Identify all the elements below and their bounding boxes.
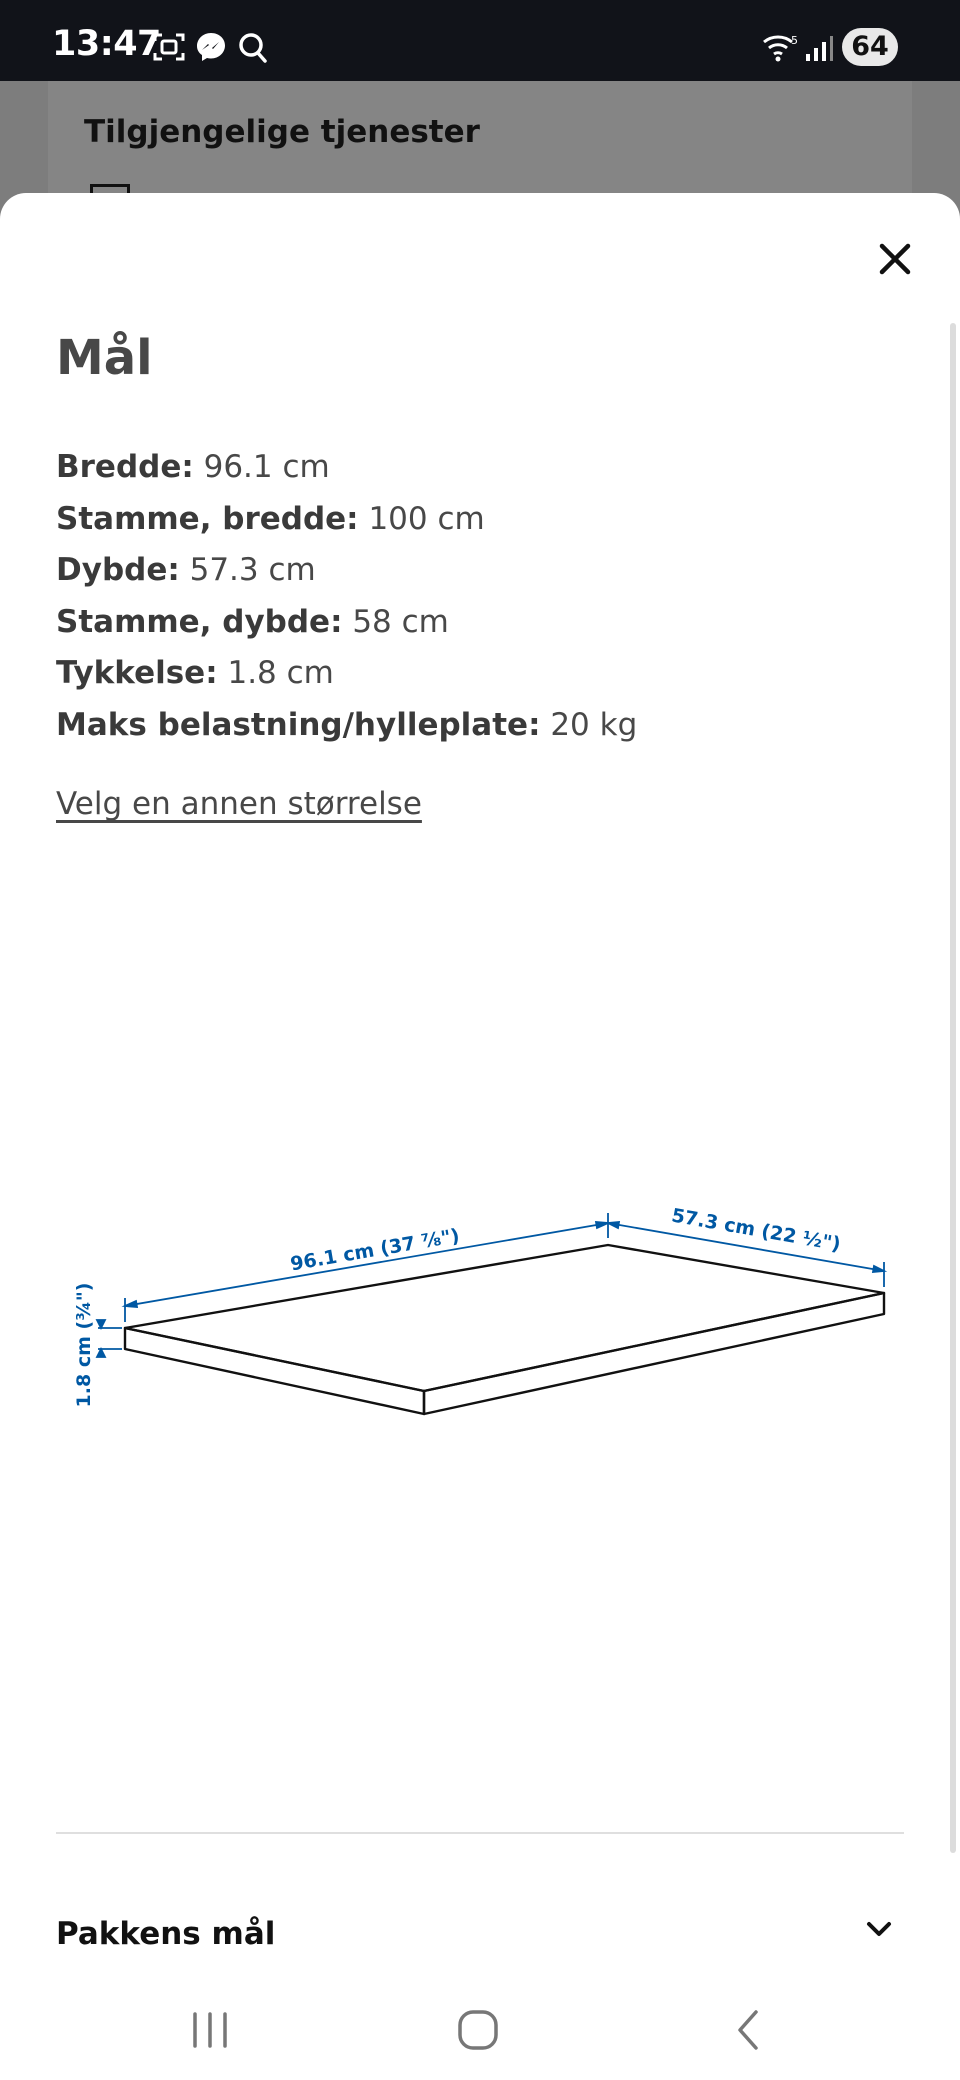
battery-indicator: 64 [842, 28, 898, 66]
choose-other-size-link[interactable]: Velg en annen størrelse [56, 786, 422, 822]
spec-list [56, 442, 916, 751]
sheet-title: Mål [56, 330, 153, 386]
clock: 13:47 [52, 24, 161, 64]
wifi-icon [762, 32, 798, 66]
spec-row [56, 700, 916, 752]
package-dimensions-title: Pakkens mål [56, 1916, 276, 1952]
spec-row [56, 597, 916, 649]
spec-row [56, 648, 916, 700]
scrollbar[interactable] [950, 323, 956, 1853]
spec-row [56, 545, 916, 597]
divider [56, 1832, 904, 1834]
spec-label: Stamme, dybde: [56, 603, 343, 640]
recent-apps-icon [190, 2008, 230, 2052]
spec-label: Stamme, bredde: [56, 500, 359, 537]
signal-icon [804, 34, 834, 66]
spec-row [56, 494, 916, 546]
spec-value: 96.1 cm [203, 449, 330, 485]
spec-label: Dybde: [56, 552, 180, 588]
chevron-down-icon [864, 1918, 894, 1940]
spec-value: 58 cm [352, 603, 449, 640]
spec-row [56, 442, 916, 494]
depth-dimension-label: 57.3 cm (22 ½") [669, 1204, 843, 1256]
svg-text:5: 5 [791, 34, 798, 47]
background-title: Tilgjengelige tjenester [84, 114, 480, 150]
home-button[interactable] [456, 2008, 500, 2056]
spec-value: 20 kg [550, 706, 638, 743]
spec-label: Maks belastning/hylleplate: [56, 706, 541, 743]
spec-label: Bredde: [56, 449, 194, 485]
close-button[interactable] [872, 236, 918, 282]
spec-value: 1.8 cm [227, 655, 334, 691]
home-icon [456, 2008, 500, 2052]
recent-apps-button[interactable] [190, 2008, 230, 2056]
spec-value: 100 cm [368, 500, 485, 537]
width-dimension-label: 96.1 cm (37 ⅞") [288, 1224, 462, 1276]
back-icon [730, 2008, 766, 2052]
package-dimensions-accordion[interactable] [56, 1908, 904, 1962]
close-icon [872, 236, 918, 282]
messenger-icon [194, 30, 228, 68]
shelf-dimension-diagram [60, 1190, 900, 1430]
shelf-outline [125, 1245, 884, 1414]
back-button[interactable] [730, 2008, 766, 2056]
search-icon [237, 30, 269, 68]
status-bar [0, 0, 960, 81]
system-navigation-bar [0, 1980, 960, 2080]
screenshot-icon [152, 30, 186, 68]
thickness-dimension-label: 1.8 cm (¾") [73, 1282, 95, 1408]
spec-value: 57.3 cm [189, 552, 316, 588]
spec-label: Tykkelse: [56, 655, 218, 691]
